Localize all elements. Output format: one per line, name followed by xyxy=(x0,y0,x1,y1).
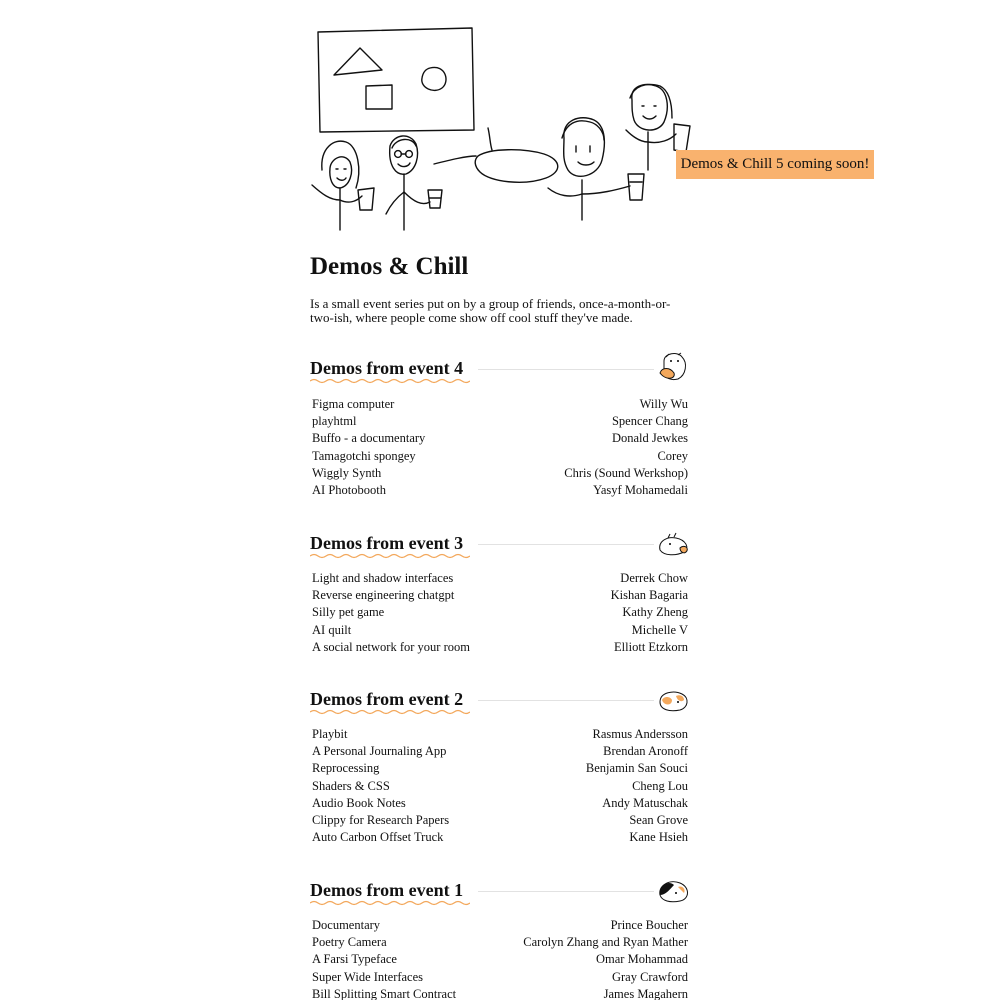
section-title: Demos from event 1 xyxy=(310,880,464,900)
section-divider xyxy=(478,369,654,370)
demo-list xyxy=(310,570,690,656)
demo-name: A social network for your room xyxy=(312,639,470,654)
demo-author: Chris (Sound Werkshop) xyxy=(564,465,688,480)
demo-author: Michelle V xyxy=(631,622,688,637)
demo-name: AI Photobooth xyxy=(312,482,386,497)
section-divider xyxy=(478,891,654,892)
demo-author: Spencer Chang xyxy=(611,414,688,429)
demo-row xyxy=(310,396,690,413)
demo-author: Cheng Lou xyxy=(632,778,688,793)
demo-row xyxy=(310,829,690,846)
demo-author: Carolyn Zhang and Ryan Mather xyxy=(523,935,688,950)
demo-row xyxy=(310,587,690,604)
demo-row xyxy=(310,812,690,829)
demo-name: playhtml xyxy=(312,414,357,429)
section-header xyxy=(310,532,690,562)
demo-row xyxy=(310,934,690,951)
demo-author: Kishan Bagaria xyxy=(610,588,688,603)
demo-row xyxy=(310,604,690,621)
demo-author: Gray Crawford xyxy=(611,969,688,984)
demo-author: Kane Hsieh xyxy=(629,830,688,845)
event-section xyxy=(310,879,690,1000)
wavy-underline xyxy=(310,378,470,384)
demo-name: Light and shadow interfaces xyxy=(312,571,454,585)
demo-author: Yasyf Mohamedali xyxy=(593,482,688,497)
demo-name: Wiggly Synth xyxy=(312,465,382,480)
demo-row xyxy=(310,795,690,812)
demo-name: A Personal Journaling App xyxy=(312,744,447,759)
demo-name: Reverse engineering chatgpt xyxy=(312,588,455,603)
demo-list xyxy=(310,917,690,1000)
demo-name: Silly pet game xyxy=(312,605,385,620)
demo-row xyxy=(310,917,690,934)
demo-name: AI quilt xyxy=(312,622,352,637)
demo-author: Sean Grove xyxy=(629,812,688,827)
demo-author: Donald Jewkes xyxy=(611,431,688,446)
demo-name: Reprocessing xyxy=(312,761,380,776)
demo-author: Corey xyxy=(657,448,688,463)
demo-row xyxy=(310,413,690,430)
demo-row xyxy=(310,639,690,656)
demo-author: Brendan Aronoff xyxy=(603,744,688,759)
demo-author: Prince Boucher xyxy=(610,918,688,932)
demo-author: Andy Matuschak xyxy=(602,795,688,810)
demo-name: Playbit xyxy=(312,727,348,741)
demo-name: A Farsi Typeface xyxy=(312,952,397,967)
demo-row xyxy=(310,969,690,986)
section-header xyxy=(310,688,690,718)
section-title: Demos from event 2 xyxy=(310,689,464,709)
demo-name: Clippy for Research Papers xyxy=(312,812,450,827)
event-section xyxy=(310,532,690,656)
demo-author: Willy Wu xyxy=(639,397,688,411)
section-header xyxy=(310,879,690,909)
demo-row xyxy=(310,570,690,587)
coming-soon-banner[interactable]: Demos & Chill 5 coming soon! xyxy=(676,150,874,179)
demo-name: Documentary xyxy=(312,918,381,932)
demo-name: Auto Carbon Offset Truck xyxy=(312,830,444,845)
demo-name: Audio Book Notes xyxy=(312,795,406,810)
section-divider xyxy=(478,544,654,545)
section-title: Demos from event 3 xyxy=(310,533,464,553)
demo-name: Tamagotchi spongey xyxy=(312,448,416,463)
demo-row xyxy=(310,951,690,968)
demo-row xyxy=(310,465,690,482)
event-section xyxy=(310,688,690,846)
demo-list xyxy=(310,396,690,499)
hamster-icon xyxy=(656,351,690,383)
demo-row xyxy=(310,726,690,743)
demo-name: Buffo - a documentary xyxy=(312,431,426,446)
intro-text: Is a small event series put on by a group of friends, once-a-month-or-two-ish, where people come show off cool stuff they've made. xyxy=(310,296,671,325)
section-header xyxy=(310,357,690,387)
demo-row xyxy=(310,778,690,795)
demo-author: James Magahern xyxy=(603,986,688,1000)
wavy-underline xyxy=(310,553,470,559)
demo-author: Kathy Zheng xyxy=(622,605,688,620)
demo-name: Shaders & CSS xyxy=(312,778,390,793)
demo-row xyxy=(310,760,690,777)
demo-row xyxy=(310,430,690,447)
demo-row xyxy=(310,622,690,639)
hamster-icon xyxy=(656,526,690,558)
wavy-underline xyxy=(310,900,470,906)
demo-name: Figma computer xyxy=(312,397,395,411)
hamster-icon xyxy=(656,873,690,905)
hero-illustration xyxy=(300,20,710,235)
section-title: Demos from event 4 xyxy=(310,358,464,378)
demo-row xyxy=(310,448,690,465)
section-divider xyxy=(478,700,654,701)
demo-row xyxy=(310,482,690,499)
hamster-icon xyxy=(656,682,690,714)
demo-author: Elliott Etzkorn xyxy=(614,639,688,654)
demo-author: Rasmus Andersson xyxy=(592,727,688,741)
demo-author: Derrek Chow xyxy=(620,571,688,585)
demo-row xyxy=(310,743,690,760)
demo-name: Super Wide Interfaces xyxy=(312,969,424,984)
demo-name: Bill Splitting Smart Contract xyxy=(312,986,457,1000)
demo-list xyxy=(310,726,690,846)
page-title: Demos & Chill xyxy=(310,253,469,280)
demo-author: Benjamin San Souci xyxy=(585,761,688,776)
demo-row xyxy=(310,986,690,1000)
event-section xyxy=(310,357,690,499)
wavy-underline xyxy=(310,709,470,715)
demo-name: Poetry Camera xyxy=(312,935,387,950)
demo-author: Omar Mohammad xyxy=(596,952,688,967)
